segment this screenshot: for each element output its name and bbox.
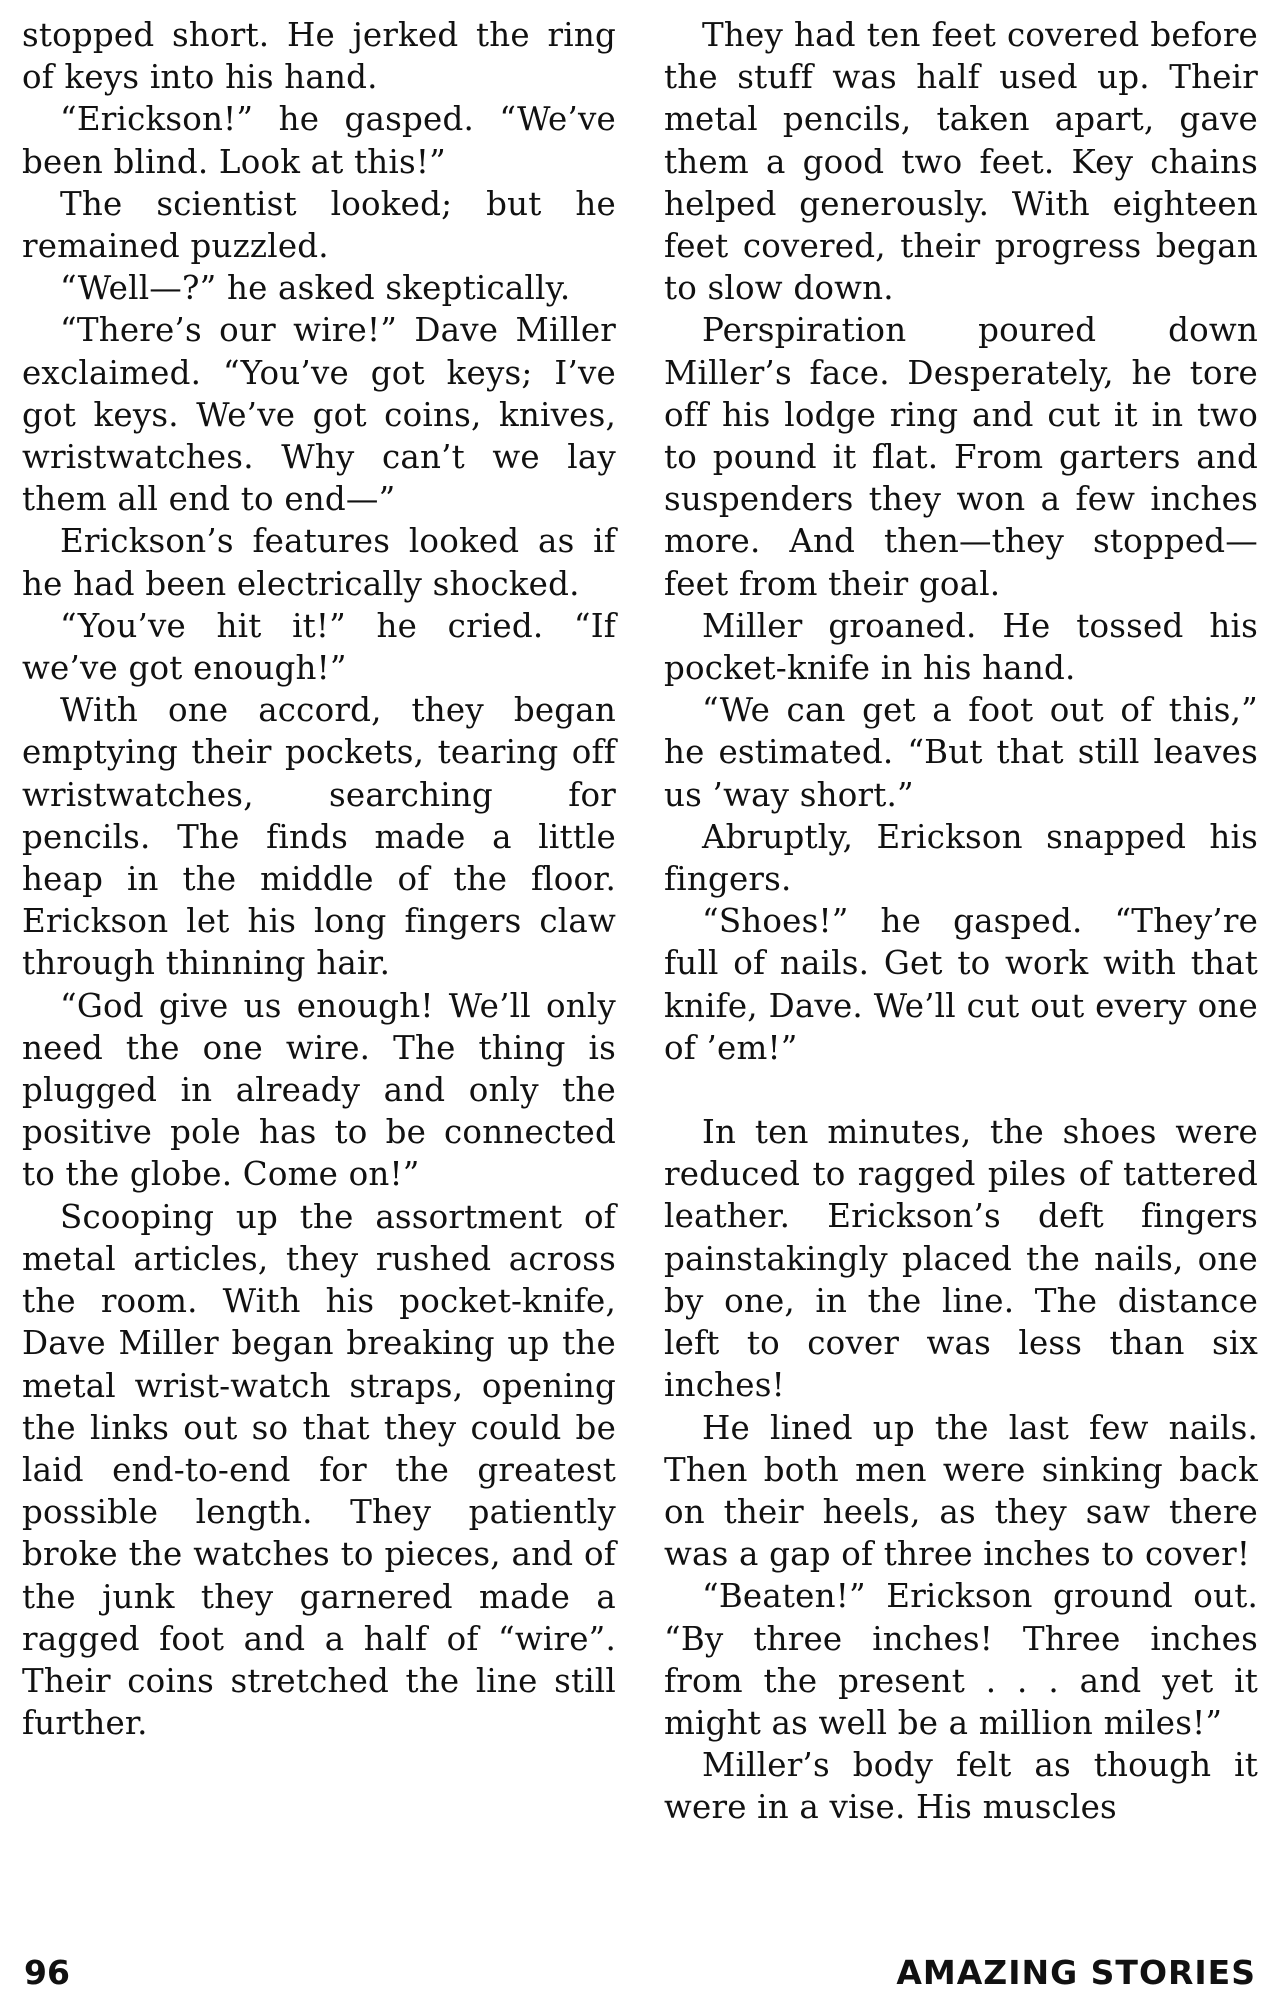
right-text-column [664,14,1258,1829]
paragraph: With one accord, they began emptying their pockets, tearing off wristwatches, searching for pencils. The finds made a little heap in the middle of the floor. Erickson let his long fingers claw through thinning hair. [22,691,616,983]
paragraph: “There’s our wire!” Dave Miller exclaimed. “You’ve got keys; I’ve got keys. We’ve got coins, knives, wristwatches. Why can’t we lay them all end to end—” [22,311,616,519]
paragraph: “God give us enough! We’ll only need the one wire. The thing is plugged in already and only the positive pole has to be connected to the globe. Come on!” [22,986,616,1194]
paragraph: “Shoes!” he gasped. “They’re full of nails. Get to work with that knife, Dave. We’ll cut out every one of ’em!” [664,902,1258,1067]
paragraph: Miller’s body felt as though it were in a vise. His muscles [664,1746,1258,1827]
paragraph: They had ten feet covered before the stuff was half used up. Their metal pencils, taken apart, gave them a good two feet. Key chains helped generously. With eighteen feet covered, their progress began to slow down. [664,16,1258,308]
page-number: 96 [24,1953,70,1992]
paragraph: The scientist looked; but he remained puzzled. [22,184,616,266]
paragraph: “We can get a foot out of this,” he estimated. “But that still leaves us ’way short.” [664,691,1258,814]
paragraph: “Erickson!” he gasped. “We’ve been blind. Look at this!” [22,100,616,181]
paragraph: In ten minutes, the shoes were reduced to ragged piles of tattered leather. Erickson’s deft fingers painstakingly placed the nails, one by one, in the line. The distance left to cover was less than six inches! [664,1113,1258,1405]
paragraph: He lined up the last few nails. Then both men were sinking back on their heels, as they saw there was a gap of three inches to cover! [664,1408,1258,1574]
paragraph: “Well—?” he asked skeptically. [60,269,571,308]
paragraph: “Beaten!” Erickson ground out. “By three inches! Three inches from the present . . . and yet it might as well be a million miles!” [664,1577,1258,1742]
paragraph: Miller groaned. He tossed his pocket-knife in his hand. [664,606,1258,688]
paragraph: “You’ve hit it!” he cried. “If we’ve got enough!” [22,606,616,688]
paragraph: Erickson’s features looked as if he had been electrically shocked. [22,522,616,603]
left-text-column [22,14,616,1744]
running-title: AMAZING STORIES [896,1953,1256,1992]
paragraph: Abruptly, Erickson snapped his fingers. [664,817,1258,899]
paragraph: stopped short. He jerked the ring of keys into his hand. [22,16,616,97]
paragraph: Scooping up the assortment of metal articles, they rushed across the room. With his pocket-knife, Dave Miller began breaking up the metal wrist-watch straps, opening the links out so that they could be laid end-to-end for the greatest possible length. They patiently broke the watches to pieces, and of the junk they garnered made a ragged foot and a half of “wire”. Their coins stretched the line still further. [22,1197,616,1743]
paragraph: Perspiration poured down Miller’s face. Desperately, he tore off his lodge ring and cut it in two to pound it flat. From garters and suspenders they won a few inches more. And then—they stopped—feet from their goal. [664,311,1258,603]
